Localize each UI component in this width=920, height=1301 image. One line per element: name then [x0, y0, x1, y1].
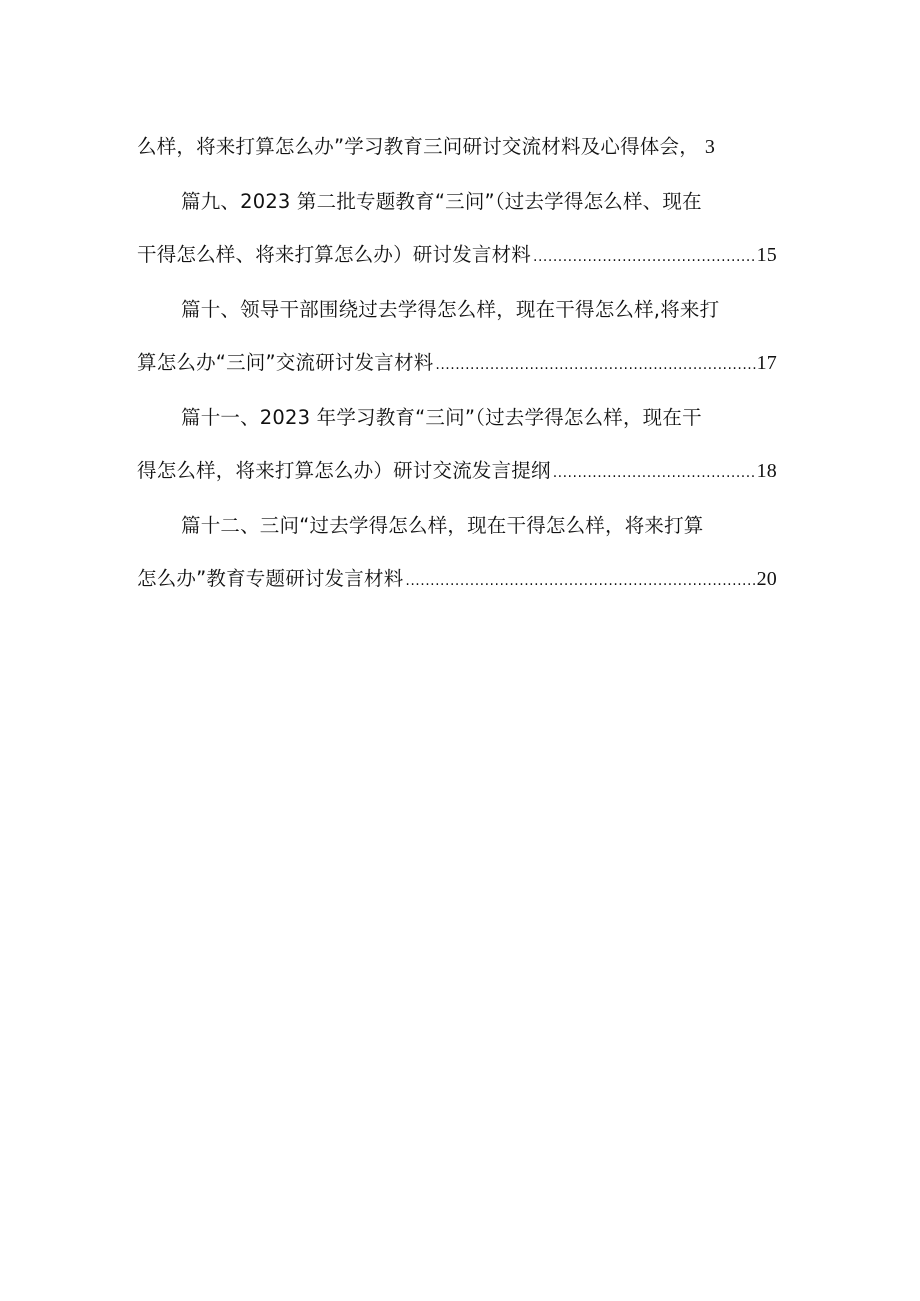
leader-dots: [405, 562, 755, 600]
toc-entry-9-page: 15: [756, 244, 777, 266]
toc-entry-11-title-cont: 得怎么样，将来打算怎么办）研讨交流发言提纲: [137, 459, 551, 482]
toc-entry-9-title-cont: 干得怎么样、将来打算怎么办）研讨发言材料: [137, 243, 532, 266]
toc-entry-12-line1[interactable]: [137, 507, 777, 545]
toc-entry-8-tail[interactable]: [137, 128, 777, 166]
toc-entry-12-title-cont: 怎么办”教育专题研讨发言材料: [137, 567, 404, 590]
toc-entry-12-line2[interactable]: [137, 560, 777, 598]
toc-entry-11-line2[interactable]: [137, 452, 777, 490]
toc-entry-10-title: 篇十、领导干部围绕过去学得怎么样，现在干得怎么样,将来打: [181, 298, 720, 321]
toc-entry-10-line2[interactable]: [137, 344, 777, 382]
toc-entry-8-text: 么样，将来打算怎么办”学习教育三问研讨交流材料及心得体会，: [137, 135, 699, 158]
leader-dots: [435, 346, 755, 384]
toc-entry-12-page: 20: [756, 568, 777, 590]
toc-entry-10-page: 17: [756, 352, 777, 374]
toc-entry-11-page: 18: [756, 460, 777, 482]
toc-entry-11-line1[interactable]: [137, 399, 777, 437]
table-of-contents: [137, 128, 777, 598]
toc-entry-11-title: 篇十一、2023 年学习教育“三问”（过去学得怎么样，现在干: [181, 406, 702, 429]
toc-entry-9-line2[interactable]: [137, 236, 777, 274]
toc-entry-9-line1[interactable]: [137, 183, 777, 221]
leader-dots: [533, 238, 756, 276]
toc-entry-10-line1[interactable]: [137, 291, 777, 329]
toc-entry-9-title: 篇九、2023 第二批专题教育“三问”（过去学得怎么样、现在: [181, 190, 702, 213]
leader-dots: [553, 454, 756, 492]
toc-entry-10-title-cont: 算怎么办“三问”交流研讨发言材料: [137, 351, 434, 374]
toc-entry-8-page: 3: [704, 136, 716, 158]
toc-entry-12-title: 篇十二、三问“过去学得怎么样，现在干得怎么样，将来打算: [181, 514, 704, 537]
